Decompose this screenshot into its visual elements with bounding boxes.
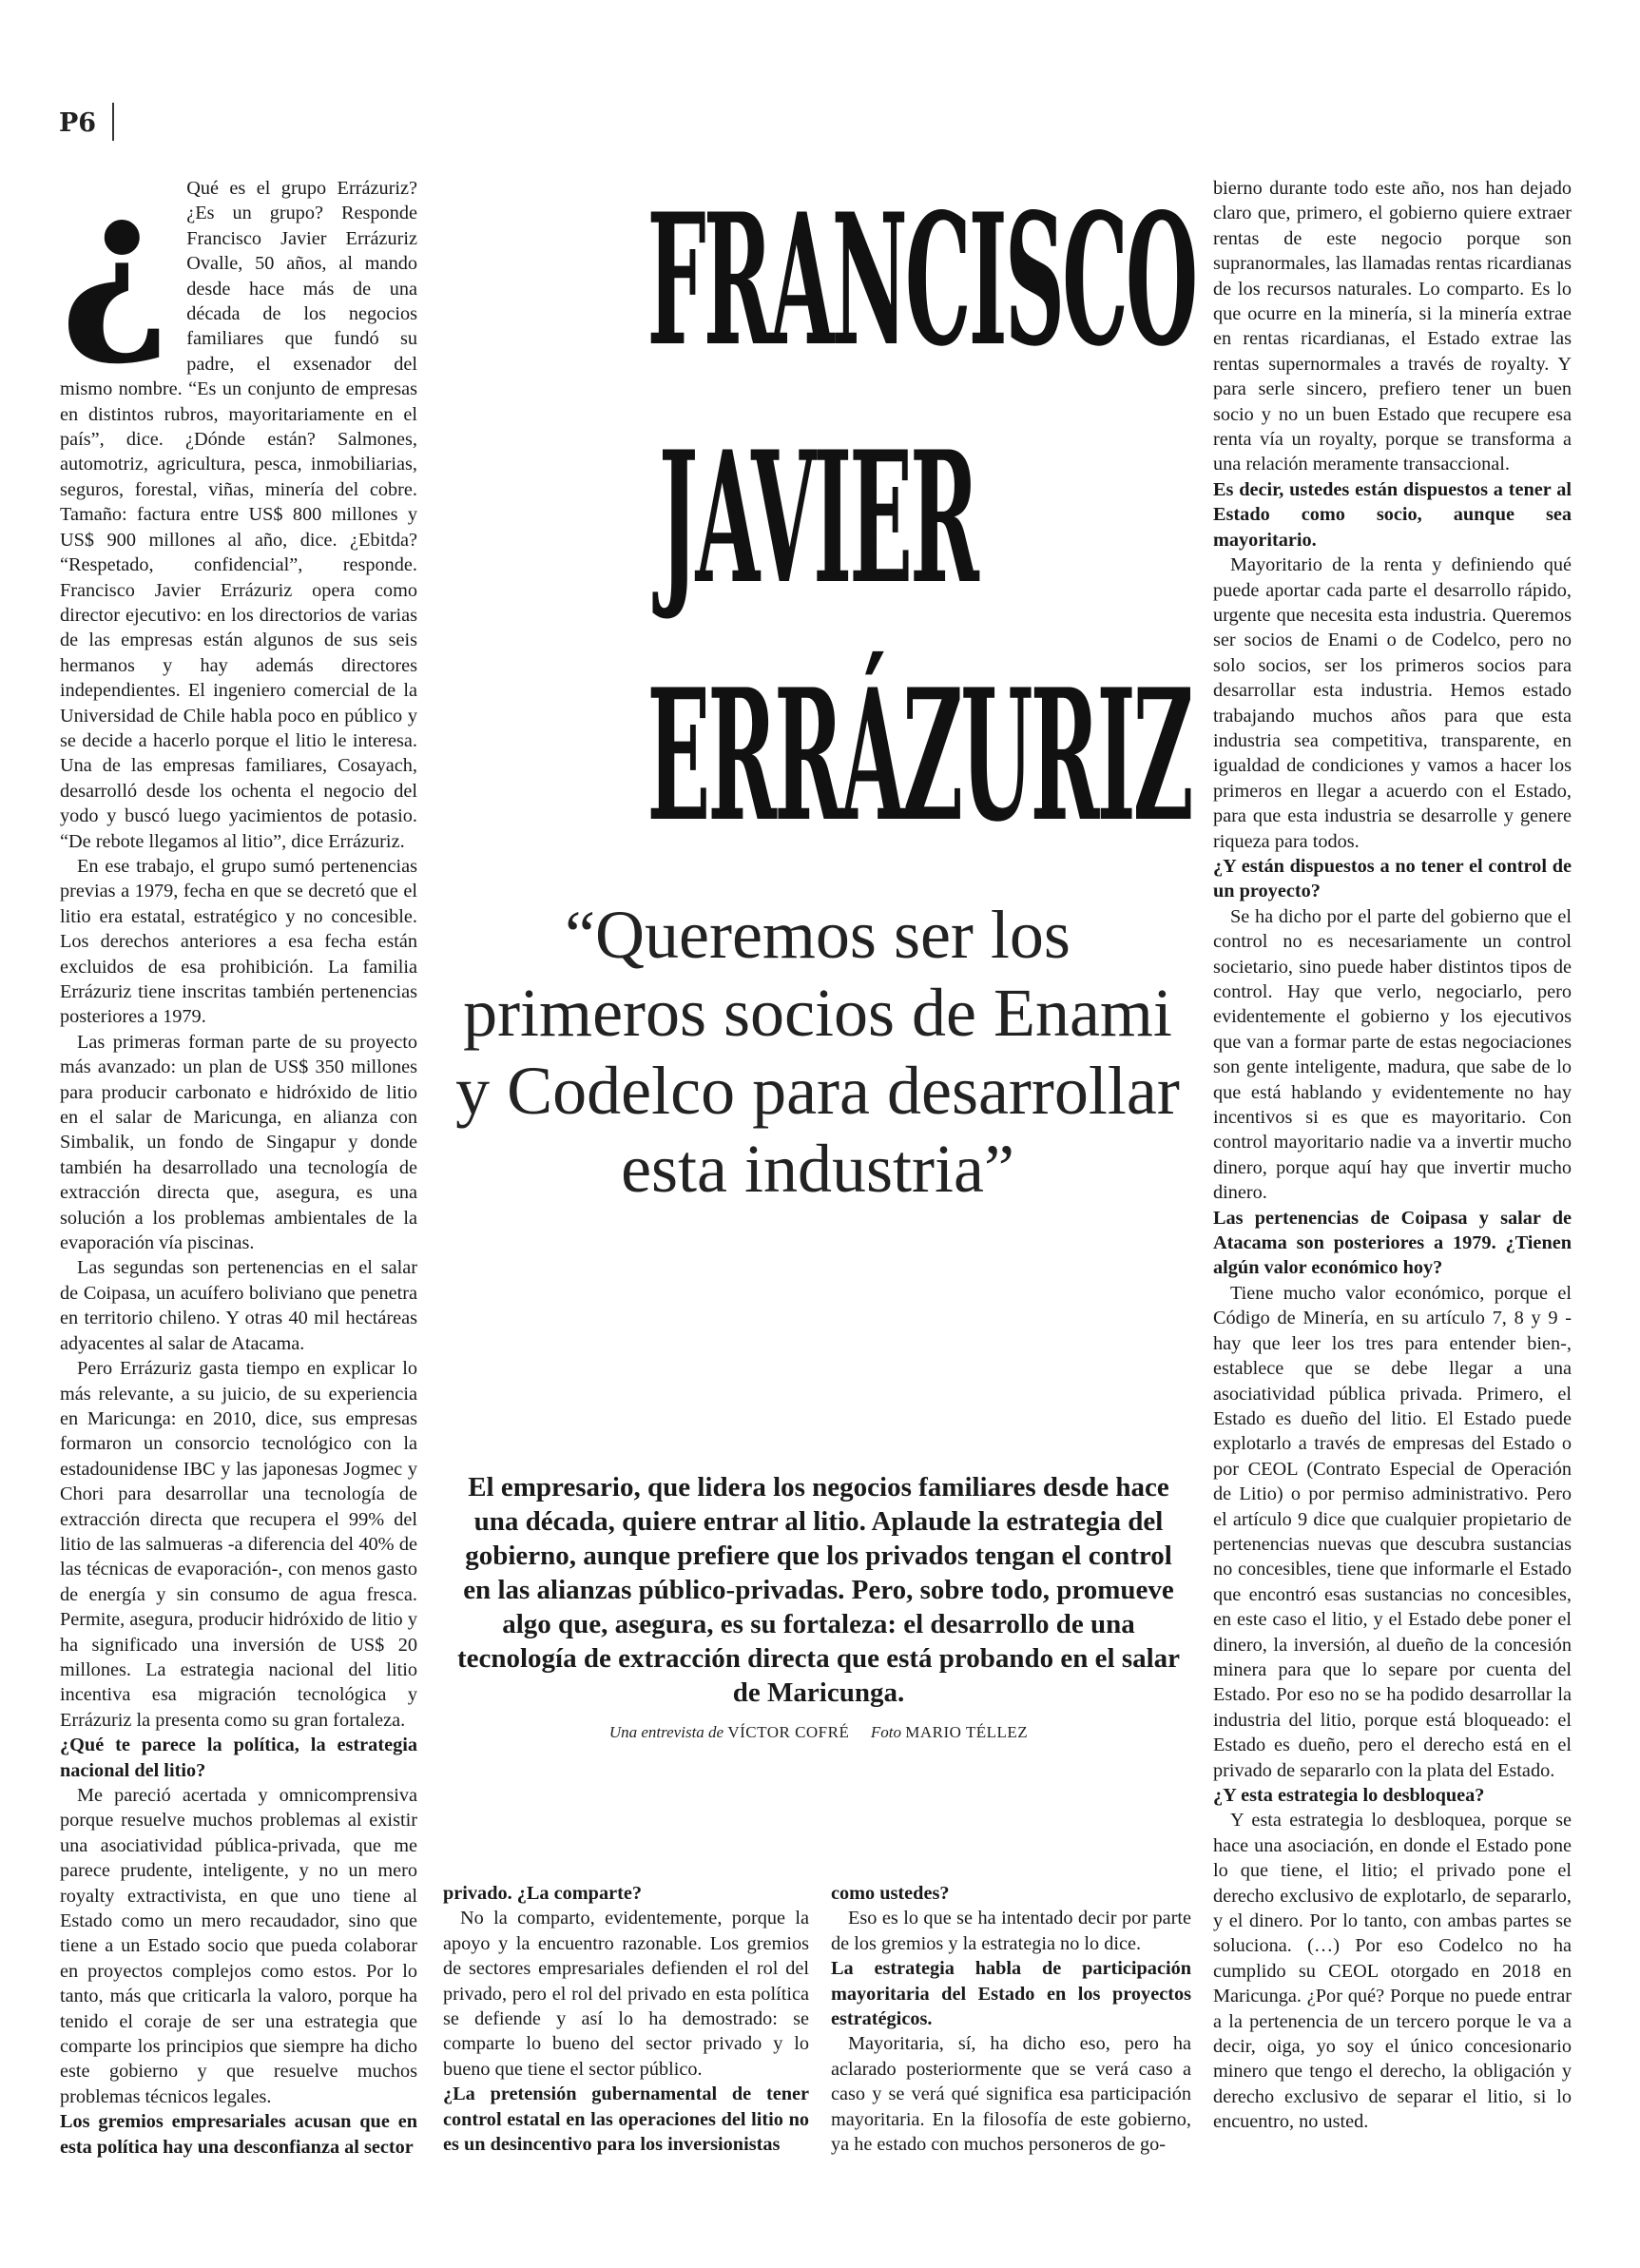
body-paragraph: Las segundas son pertenencias en el salar de Coipasa, un acuífero boliviano que penetra en territorio chileno. Y otras 40 mil hectáreas adyacentes al salar de Atacama. <box>60 1257 417 1354</box>
article-column-middle-2 <box>831 1881 1191 2157</box>
body-paragraph <box>60 148 417 854</box>
body-paragraph: bierno durante todo este año, nos han dejado claro que, primero, el gobierno quiere extraer rentas de este negocio porque son supranormales, las llamadas rentas ricardianas de los recursos naturales. Lo comparto. Es lo que ocurre en la minería, si la minería extrae en rentas ricardianas, el Estado extrae las rentas supernormales a través de royalty. Y para serle sincero, prefiero tener un buen socio y no un buen Estado que recupere esa renta vía un royalty, porque se transforma a una relación meramente transaccional. <box>1213 178 1572 475</box>
headline-line: FRANCISCO <box>646 174 1196 386</box>
interview-question: privado. ¿La comparte? <box>443 1883 642 1904</box>
lead-paragraph: El empresario, que lidera los negocios familiares desde hace una década, quiere entrar al litio. Aplaude la estrategia del gobierno, aunque prefiere que los privados tengan el control en las alianzas público-privadas. Pero, sobre todo, promueve algo que, asegura, es su fortaleza: el desarrollo de una tecnología de extracción directa que está probando en el salar de Maricunga. <box>456 1472 1181 1708</box>
interview-question: La estrategia habla de participación mayoritaria del Estado en los proyectos estratégicos. <box>831 1958 1191 2030</box>
interview-question: Es decir, ustedes están dispuestos a tener al Estado como socio, aunque sea mayoritario. <box>1213 478 1572 551</box>
body-text: Qué es el grupo Errázuriz? ¿Es un grupo? Responde Francisco Javier Errázuriz Ovalle, 50 años, al mando desde hace más de una década de los negocios familiares que fundó su padre, el exsenador del mismo nombre. “Es un conjunto de empresas en distintos rubros, mayoritariamente en el país”, dice. ¿Dónde están? Salmones, automotriz, agricultura, pesca, inmobiliarias, seguros, forestal, viñas, minería del cobre. Tamaño: factura entre US$ 800 millones y US$ 900 millones al año, dice. ¿Ebitda? “Respetado, confidencial”, responde. Francisco Javier Errázuriz opera como director ejecutivo: en los directorios de varias de las empresas están algunos de sus seis hermanos y hay además directores independientes. El ingeniero comercial de la Universidad de Chile habla poco en público y se decide a hacerlo porque el litio le interesa. Una de las empresas familiares, Cosayach, desarrolló desde los ochenta el negocio del yodo y buscó luego yacimientos de potasio. “De rebote llegamos al litio”, dice Errázuriz. <box>60 178 417 852</box>
byline-interviewer: VÍCTOR COFRÉ <box>727 1723 850 1741</box>
interview-question: como ustedes? <box>831 1883 950 1904</box>
headline-line: JAVIER <box>658 412 977 624</box>
body-paragraph: Me pareció acertada y omnicomprensiva porque resuelve muchos problemas al existir una asociatividad pública-privada, que me parece prudente, inteligente, y no un mero royalty extractivista, en que uno tiene al Estado como un mero recaudador, sino que tiene a un Estado socio que pueda colaborar en proyectos complejos como estos. Por lo tanto, más que criticarla la valoro, porque ha tenido el coraje de ser una estrategia que comparte los principios que siempre ha dicho este gobierno y que resuelve muchos problemas técnicos legales. <box>60 1785 417 2107</box>
article-column-middle-1 <box>443 1881 809 2157</box>
interview-question: Los gremios empresariales acusan que en esta política hay una desconfianza al sector <box>60 2111 417 2158</box>
article-column-left <box>60 148 417 2160</box>
body-paragraph: No la comparto, evidentemente, porque la apoyo y la encuentro razonable. Los gremios de sectores empresariales defienden el rol del privado, pero el rol del privado en esta política se defiende y así lo ha demostrado: se comparte lo bueno del sector privado y lo bueno que tiene el sector público. <box>443 1908 809 2080</box>
body-paragraph: Las primeras forman parte de su proyecto más avanzado: un plan de US$ 350 millones para producir carbonato e hidróxido de litio en el salar de Maricunga, en alianza con Simbalik, un fondo de Singapur y donde también ha desarrollado una tecnología de extracción directa que, asegura, es una solución a los problemas ambientales de la evaporación vía piscinas. <box>60 1031 417 1254</box>
body-paragraph: Eso es lo que se ha intentado decir por parte de los gremios y la estrategia no lo dice. <box>831 1908 1191 1954</box>
body-paragraph: Mayoritaria, sí, ha dicho eso, pero ha aclarado posteriormente que se verá caso a caso y se verá qué significa esa participación mayoritaria. En la filosofía de este gobierno, ya he estado con muchos personeros de go- <box>831 2033 1191 2156</box>
byline-interview-label: Una entrevista de <box>608 1723 724 1741</box>
pull-quote: “Queremos ser los primeros socios de Enami y Codelco para desarrollar esta industria” <box>455 897 1180 1207</box>
headline-line: ERRÁZURIZ <box>646 649 1191 862</box>
interview-question: ¿Y están dispuestos a no tener el control de un proyecto? <box>1213 855 1572 902</box>
page-number: P6 <box>59 108 97 138</box>
body-paragraph: En ese trabajo, el grupo sumó pertenencias previas a 1979, fecha en que se decretó que el litio era estatal, estratégico y no concesible. Los derechos anteriores a esa fecha están excluidos de esa prohibición. La familia Errázuriz tiene inscritas también pertenencias posteriores a 1979. <box>60 855 417 1028</box>
interview-question: ¿La pretensión gubernamental de tener control estatal en las operaciones del litio no es un desincentivo para los inversionistas <box>443 2084 809 2156</box>
interview-question: ¿Y esta estrategia lo desbloquea? <box>1213 1785 1485 1806</box>
headline <box>447 162 1196 875</box>
body-paragraph: Y esta estrategia lo desbloquea, porque se hace una asociación, en donde el Estado pone lo que tiene, el litio; el privado pone el derecho exclusivo de explotarlo, de separarlo, y el dinero. Por lo tanto, con ambas partes se soluciona. (…) Por eso Codelco no ha cumplido su CEOL otorgado en 2018 en Maricunga. ¿Por qué? Porque no puede entrar a la pertenencia de un tercero porque le va a decir, oiga, yo soy el único concesionario minero que tengo el derecho, la obligación y derecho exclusivo de separar el litio, si lo encuentro, no usted. <box>1213 1810 1572 2133</box>
byline <box>453 1723 1185 1742</box>
body-paragraph: Tiene mucho valor económico, porque el Código de Minería, en su artículo 7, 8 y 9 -hay que leer los tres para entender bien-, establece que se debe llegar a una asociatividad pública privada. Primero, el Estado es dueño del litio. El Estado puede explotarlo a través de empresas del Estado o por CEOL (Contrato Especial de Operación de Litio) o por permiso administrativo. Pero el artículo 9 dice que cualquier propietario de pertenencias nuevas que descubra sustancias no concesibles, tiene que informarle el Estado que encontró esas sustancias no concesibles, en este caso el litio, y el Estado debe poner el dinero, la inversión, al dueño de la concesión minera para que lo separe por cuenta del Estado. Por eso no se ha podido desarrollar la industria del litio, porque está bloqueado: el Estado es dueño, pero el derecho está en el privado de separarlo con la plata del Estado. <box>1213 1282 1572 1781</box>
byline-photographer: MARIO TÉLLEZ <box>905 1723 1029 1741</box>
body-paragraph: Se ha dicho por el parte del gobierno que el control no es necesariamente un control societario, sino puede haber distintos tipos de control. Hay que verlo, negociarlo, pero evidentemente el gobierno y los ejecutivos que van a formar parte de estas negociaciones son gente inteligente, madura, que sabe de lo que está hablando y evidentemente no hay incentivos si es que es mayoritario. Con control mayoritario nadie va a invertir mucho dinero, porque aquí hay que invertir mucho dinero. <box>1213 905 1572 1204</box>
page-number-rule <box>112 103 114 141</box>
article-column-right <box>1213 176 1572 2135</box>
interview-question: ¿Qué te parece la política, la estrategia nacional del litio? <box>60 1735 417 1781</box>
byline-photo-label: Foto <box>870 1723 901 1741</box>
body-paragraph: Mayoritario de la renta y definiendo qué puede aportar cada parte el desarrollo rápido, urgente que necesita esta industria. Queremos ser socios de Enami o de Codelco, pero no solo socios, ser los primeros socios para desarrollar esta industria. Hemos estado trabajando muchos años para que esta industria sea competitiva, transparente, en igualdad de condiciones y vamos a hacer los primeros en llegar a acuerdo con el Estado, para que esta industria se desarrolle y genere riqueza para todos. <box>1213 554 1572 852</box>
drop-cap: ¿ <box>60 148 172 372</box>
interview-question: Las pertenencias de Coipasa y salar de Atacama son posteriores a 1979. ¿Tienen algún valor económico hoy? <box>1213 1207 1572 1279</box>
body-paragraph: Pero Errázuriz gasta tiempo en explicar lo más relevante, a su juicio, de su experiencia en Maricunga: en 2010, dice, sus empresas formaron un consorcio tecnológico con la estadounidense IBC y las japonesas Jogmec y Chori para desarrollar una tecnología de extracción directa que recupera el 99% del litio de las salmueras -a diferencia del 40% de las técnicas de evaporación-, con menos gasto de energía y sin consumo de agua fresca. Permite, asegura, producir hidróxido de litio y ha significado una inversión de US$ 20 millones. La estrategia nacional del litio incentiva esa migración tecnológica y Errázuriz la presenta como su gran fortaleza. <box>60 1358 417 1731</box>
